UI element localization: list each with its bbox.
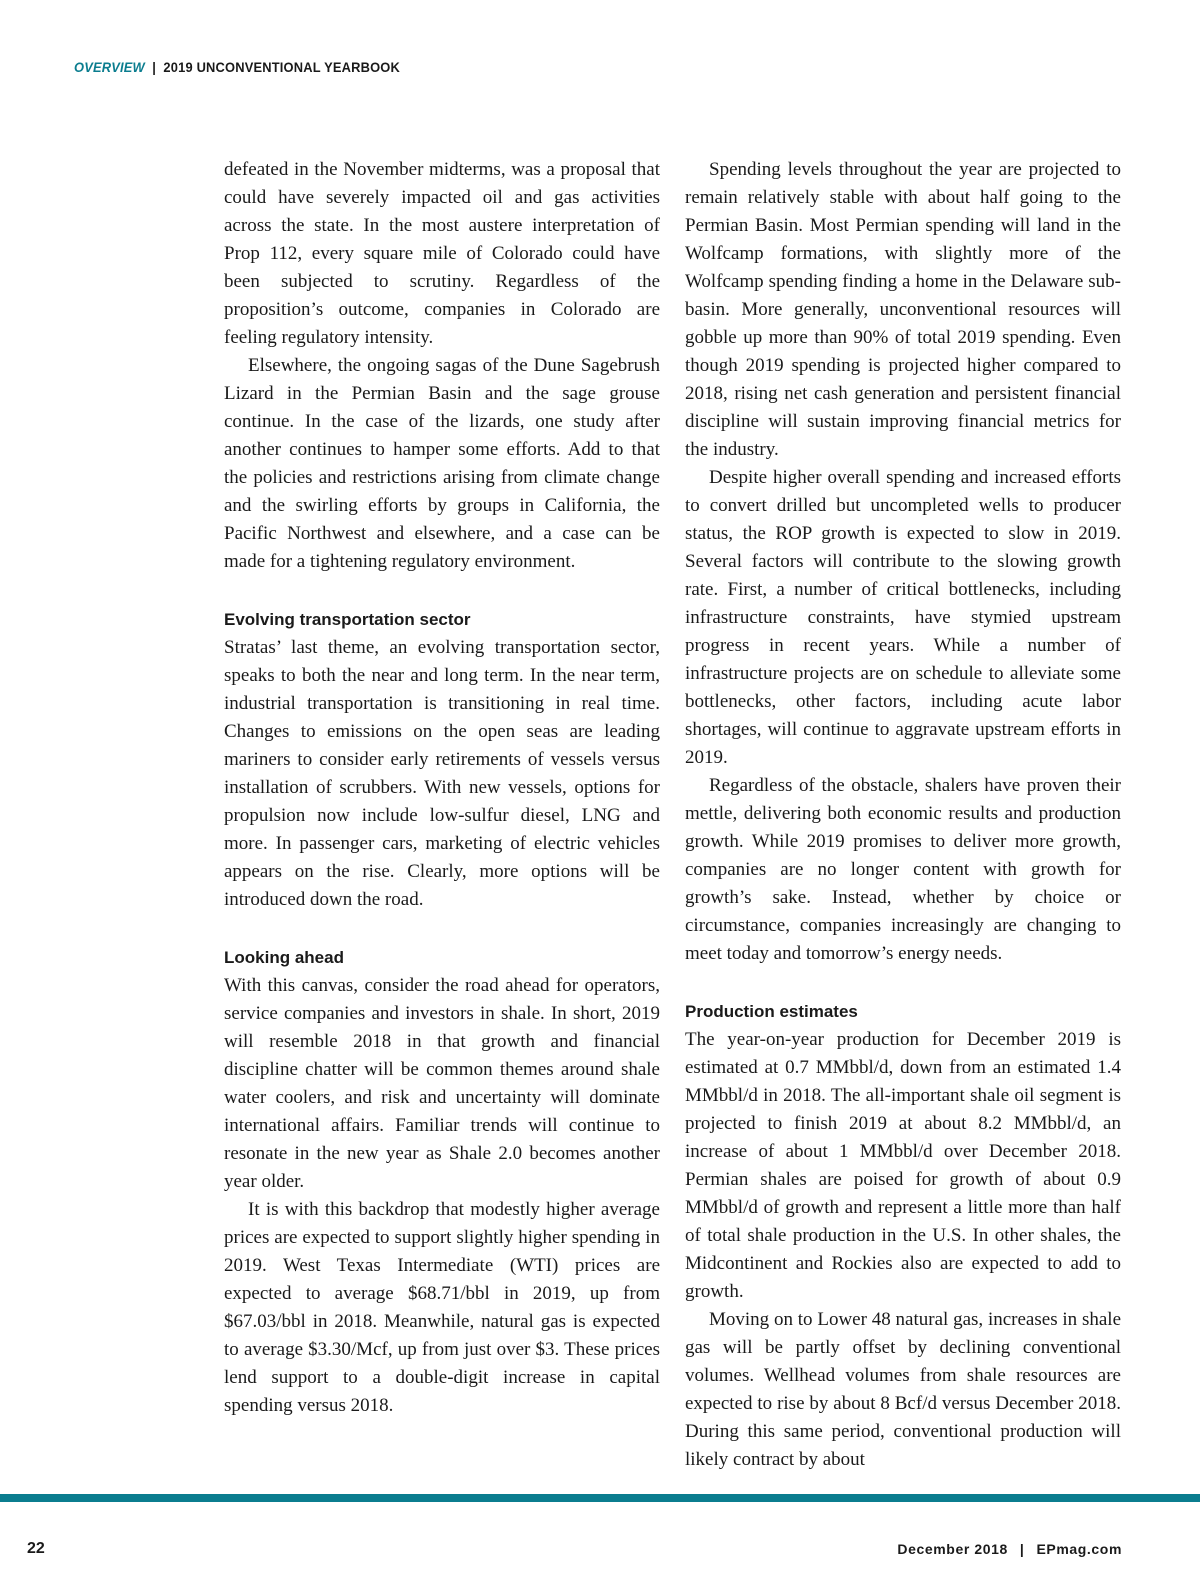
body-paragraph: With this canvas, consider the road ahead for operators, service companies and investors in shale. In short, 2019 will resemble 2018 in that growth and financial discipline chatter will be common themes around shale water coolers, and risk and uncertainty will dominate international affairs. Familiar trends will continue to resonate in the new year as Shale 2.0 becomes another year older. — [224, 975, 660, 1192]
footer-info — [897, 1541, 1122, 1557]
body-paragraph: Spending levels throughout the year are projected to remain relatively stable with about half going to the Permian Basin. Most Permian spending will land in the Wolfcamp formations, with slightly more of the Wolfcamp spending finding a home in the Delaware sub-basin. More generally, unconventional resources will gobble up more than 90% of total 2019 spending. Even though 2019 spending is projected higher compared to 2018, rising net cash generation and persistent financial discipline will sustain improving financial metrics for the industry. — [685, 159, 1121, 460]
header-separator: | — [152, 59, 157, 75]
running-header — [74, 59, 400, 75]
footer-rule — [0, 1494, 1200, 1502]
section-heading-looking-ahead: Looking ahead — [224, 948, 344, 967]
issue-date: December 2018 — [897, 1541, 1008, 1557]
left-column — [224, 156, 660, 1420]
body-paragraph: The year-on-year production for December 2019 is estimated at 0.7 MMbbl/d, down from an estimated 1.4 MMbbl/d in 2018. The all-important shale oil segment is projected to finish 2019 at about 8.2 MMbbl/d, an increase of about 1 MMbbl/d over December 2018. Permian shales are poised for growth of about 0.9 MMbbl/d of growth and represent a little more than half of total shale production in the U.S. In other shales, the Midcontinent and Rockies also are expected to add to growth. — [685, 1029, 1121, 1302]
right-column — [685, 156, 1121, 1474]
body-paragraph: It is with this backdrop that modestly higher average prices are expected to support slightly higher spending in 2019. West Texas Intermediate (WTI) prices are expected to average $68.71/bbl in 2019, up from $67.03/bbl in 2018. Meanwhile, natural gas is expected to average $3.30/Mcf, up from just over $3. These prices lend support to a double-digit increase in capital spending versus 2018. — [224, 1199, 660, 1416]
body-paragraph: Despite higher overall spending and increased efforts to convert drilled but uncompleted wells to producer status, the ROP growth is expected to slow in 2019. Several factors will contribute to the slowing growth rate. First, a number of critical bottlenecks, including infrastructure constraints, have stymied upstream progress in recent years. While a number of infrastructure projects are on schedule to alleviate some bottlenecks, other factors, including acute labor shortages, will continue to aggravate upstream efforts in 2019. — [685, 467, 1121, 768]
section-heading-transportation: Evolving transportation sector — [224, 610, 471, 629]
section-label: OVERVIEW — [74, 59, 145, 75]
footer-separator: | — [1019, 1541, 1025, 1557]
section-heading-production: Production estimates — [685, 1002, 858, 1021]
body-paragraph: Moving on to Lower 48 natural gas, increases in shale gas will be partly offset by declining conventional volumes. Wellhead volumes from shale resources are expected to rise by about 8 Bcf/d versus December 2018. During this same period, conventional production will likely contract by about — [685, 1309, 1121, 1470]
website-link[interactable]: EPmag.com — [1036, 1541, 1122, 1557]
body-paragraph: defeated in the November midterms, was a proposal that could have severely impacted oil and gas activities across the state. In the most austere interpretation of Prop 112, every square mile of Colorado could have been subjected to scrutiny. Regardless of the proposition’s outcome, companies in Colorado are feeling regulatory intensity. — [224, 159, 660, 348]
page-number: 22 — [27, 1540, 45, 1557]
body-paragraph: Stratas’ last theme, an evolving transportation sector, speaks to both the near and long term. In the near term, industrial transportation is transitioning in real time. Changes to emissions on the open seas are leading mariners to consider early retirements of vessels versus installation of scrubbers. With new vessels, options for propulsion now include low-sulfur diesel, LNG and more. In passenger cars, marketing of electric vehicles appears on the rise. Clearly, more options will be introduced down the road. — [224, 637, 660, 910]
publication-title: 2019 UNCONVENTIONAL YEARBOOK — [163, 59, 400, 75]
body-paragraph: Elsewhere, the ongoing sagas of the Dune Sagebrush Lizard in the Permian Basin and the sage grouse continue. In the case of the lizards, one study after another continues to hamper some efforts. Add to that the policies and restrictions arising from climate change and the swirling efforts by groups in California, the Pacific Northwest and elsewhere, and a case can be made for a tightening regulatory environment. — [224, 355, 660, 572]
body-paragraph: Regardless of the obstacle, shalers have proven their mettle, delivering both economic results and production growth. While 2019 promises to deliver more growth, companies are no longer content with growth for growth’s sake. Instead, whether by choice or circumstance, companies increasingly are changing to meet today and tomorrow’s energy needs. — [685, 775, 1121, 964]
